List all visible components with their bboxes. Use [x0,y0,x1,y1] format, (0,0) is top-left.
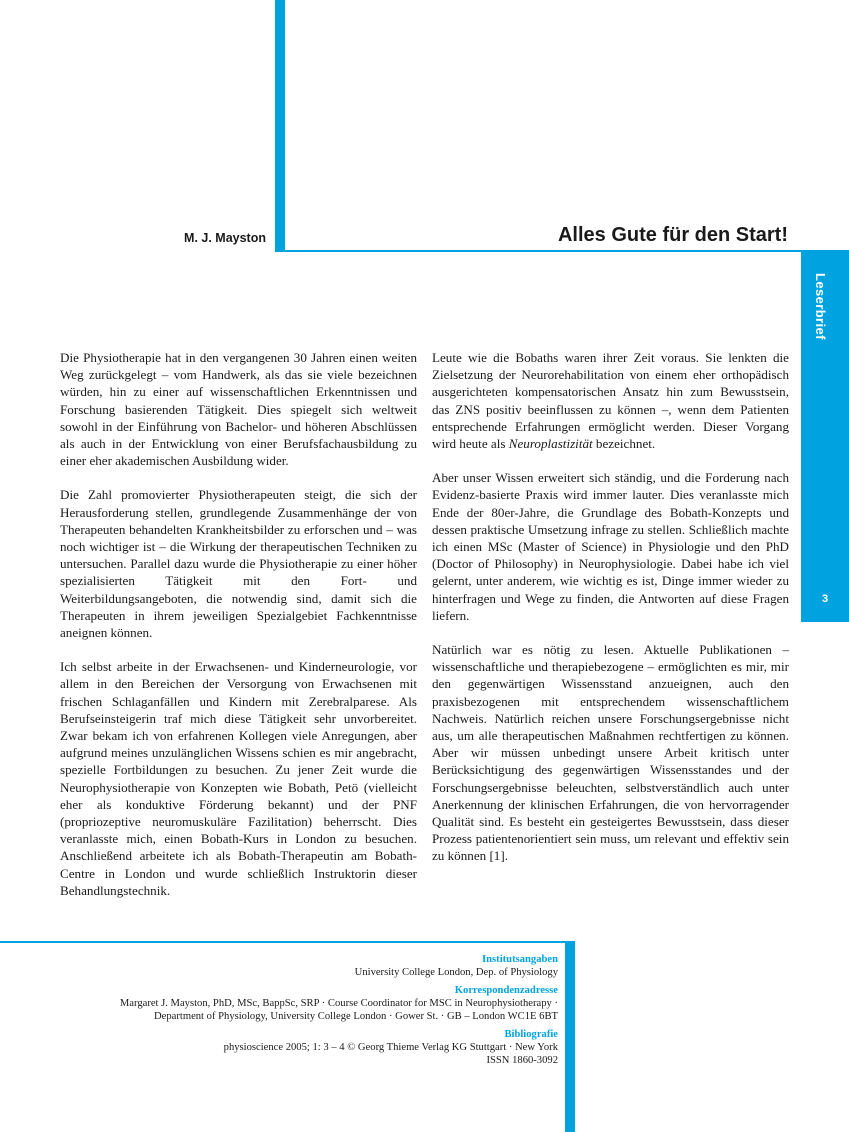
text-column-left [60,349,417,916]
paragraph-text: Leute wie die Bobaths waren ihrer Zeit voraus. Sie lenkten die Zielsetzung der Neurorehabilitation von einem eher orthopädisch ausgerichteten kompensatorischen Ansatz hin zum Bewusstsein, das ZNS positiv beeinflussen zu können –, wenn dem Patienten entsprechende Erfahrungen ermöglicht werden. Dieser Vorgang wird heute als [432,350,789,452]
correspondence-heading: Korrespondenzadresse [454,985,558,996]
footer-rule [0,941,575,943]
paragraph: Natürlich war es nötig zu lesen. Aktuelle Publikationen – wissenschaftliche und therapiebezogene – ermöglichten es mir, mir den gegenwärtigen Wissensstand anzueignen, auch den praxisbezogenen mit entsprechendem wissenschaftlichem Nachweis. Natürlich reichen unsere Forschungsergebnisse nicht aus, um alle therapeutischen Maßnahmen rechtfertigen zu können. Aber wir müssen unbedingt unsere Arbeit kritisch unter Berücksichtigung des gegenwärtigen Wissensstandes und der Forschungsergebnisse beleuchten, selbstverständlich auch unter Anerkennung der klinischen Erfahrungen, die von hervorragender Qualität sind. Es besteht ein gesteigertes Bewusstsein, dass dieser Prozess patientenorientiert sein muss, um relevant und effektiv sein zu können [1]. [432,642,789,864]
emphasized-term: Neuroplastizität [508,436,593,452]
correspondence-line: Department of Physiology, University College London · Gower St. · GB – London WC1E 6BT [154,1011,558,1022]
section-tab [801,251,849,622]
paragraph: Aber unser Wissen erweitert sich ständig, und die Forderung nach Evidenz-basierte Praxis wird immer lauter. Dies veranlasste mich Ende der 80er-Jahre, die Grundlage des Bobath-Konzepts und dessen praktische Umsetzung infrage zu stellen. Schließlich machte ich einen MSc (Master of Science) in Physiologie und den PhD (Doctor of Philosophy) in Neurophysiologie. Dabei habe ich viel gelernt, unter anderem, wie wichtig es ist, Dinge immer wieder zu hinterfragen und Wege zu finden, die Antworten auf diese Fragen liefern. [432,470,789,623]
bibliography-line: ISSN 1860-3092 [486,1055,558,1066]
article-footer [38,953,558,1067]
accent-bar-top [275,0,285,251]
section-label: Leserbrief [813,273,828,340]
paragraph [432,349,789,452]
institution-heading: Institutsangaben [482,954,558,965]
bibliography-line: physioscience 2005; 1: 3 – 4 © Georg Thieme Verlag KG Stuttgart · New York [223,1042,558,1053]
institution-text: University College London, Dep. of Physiology [354,967,558,978]
paragraph: Ich selbst arbeite in der Erwachsenen- und Kinderneurologie, vor allem in den Bereichen der Versorgung von Erwachsenen mit frischen Schlaganfällen und Kindern mit Zerebralparese. Als Berufseinsteigerin traf mich diese Tätigkeit sehr unvorbereitet. Zwar bekam ich von erfahrenen Kollegen viele Anregungen, aber aufgrund meines unzulänglichen Wissens schien es mir angebracht, spezielle Fortbildungen zu besuchen. Zu jener Zeit wurde die Neurophysiotherapie von Konzepten wie Bobath, Petö (vielleicht eher als konduktive Förderung bekannt) und der PNF (propriozeptive neuromuskuläre Fazilitation) beherrscht. Dies veranlasste mich, einen Bobath-Kurs in London zu besuchen. Anschließend arbeitete ich als Bobath-Therapeutin am Bobath-Centre in London und wurde schließlich Instruktorin dieser Behandlungstechnik. [60,659,417,898]
paragraph: Die Zahl promovierter Physiotherapeuten steigt, die sich der Herausforderung stellen, grundlegende Zusammenhänge der von Therapeuten behandelten Krankheitsbilder zu erforschen und – was noch wichtiger ist – die Wirkung der therapeutischen Techniken zu untersuchen. Parallel dazu wurde die Physiotherapie zu einer höher spezialisierten Tätigkeit mit den Fort- und Weiterbildungsangeboten, die notwendig sind, damit sich die Therapeuten in ihrem jeweiligen Spezialgebiet Fachkenntnisse aneignen können. [60,487,417,641]
accent-bar-bottom [565,941,575,1132]
page-number: 3 [821,593,829,605]
article-title: Alles Gute für den Start! [557,224,788,246]
text-column-right [432,349,789,882]
correspondence-line: Margaret J. Mayston, PhD, MSc, BappSc, SRP · Course Coordinator for MSC in Neurophysiotherapy · [119,998,558,1009]
header-rule [275,250,849,252]
author-name: M. J. Mayston [184,231,266,245]
bibliography-heading: Bibliografie [504,1029,558,1040]
paragraph: Die Physiotherapie hat in den vergangenen 30 Jahren einen weiten Weg zurückgelegt – vom Handwerk, als das sie viele bezeichnen würden, hin zu einer auf wissenschaftlichen Erkenntnissen und Forschung basierenden Tätigkeit. Dies spiegelt sich weltweit sowohl in der Einführung von Bachelor- und höheren Abschlüssen als auch in der Entwicklung von einer Berufsfachausbildung zu einer eher akademischen Ausbildung wider. [60,350,417,469]
paragraph-text: bezeichnet. [592,436,656,452]
